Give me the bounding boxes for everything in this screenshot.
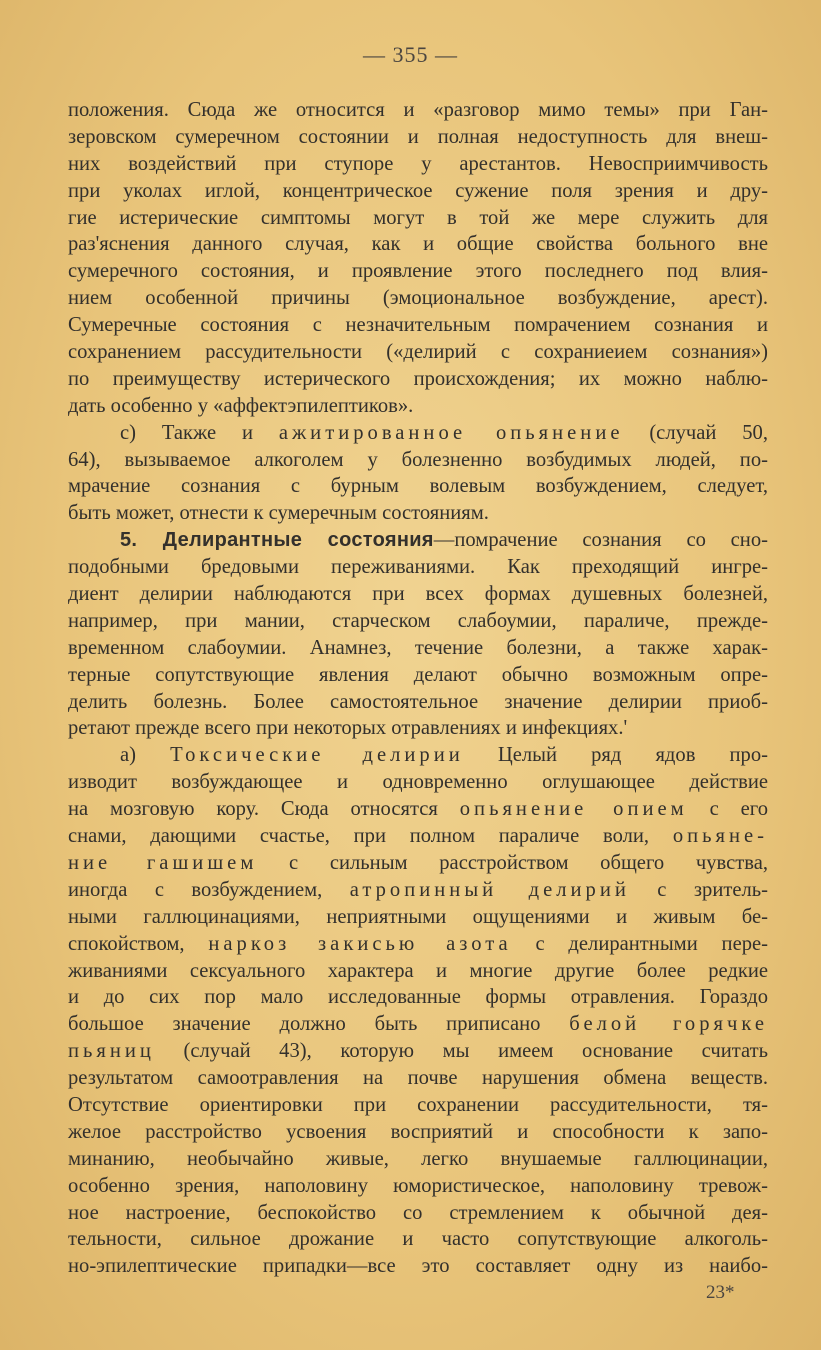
text-line: Отсутствие ориентировки при сохранении рассудительности, тя-: [68, 1093, 768, 1116]
text-line: тельности, сильное дрожание и часто сопутствующие алкоголь-: [68, 1228, 768, 1251]
text-line: диент делирии наблюдаются при всех формах душевных болезней,: [68, 583, 768, 606]
text-line: [68, 877, 768, 904]
text-line: [68, 823, 768, 850]
text-segment: иногда с возбуждением,: [68, 878, 350, 901]
text-segment: Целый ряд ядов про-: [463, 744, 768, 767]
spaced-term: атропинный делирий: [349, 878, 630, 901]
text-line: нием особенной причины (эмоциональное возбуждение, арест).: [68, 287, 768, 310]
spaced-term: белой горячке: [569, 1013, 768, 1036]
text-line: [68, 1038, 768, 1065]
text-segment: с делирантными пере-: [511, 932, 768, 955]
text-line: быть может, отнести к сумеречным состояниям.: [68, 502, 489, 525]
text-segment: спокойством,: [68, 932, 209, 955]
spaced-term: опьянение опием: [459, 798, 688, 821]
text-line: при уколах иглой, концентрическое сужение поля зрения и дру-: [68, 179, 768, 202]
signature-mark: 23*: [706, 1282, 735, 1303]
text-line: и до сих пор мало исследованные формы отравления. Гораздо: [68, 986, 768, 1009]
text-line: гие истерические симптомы могут в той же мере служить для: [68, 206, 768, 229]
text-segment: (случай 50,: [623, 421, 768, 444]
spaced-term: наркоз закисью азота: [208, 932, 512, 955]
spaced-term: пьяниц: [68, 1040, 155, 1063]
spaced-term: ажитированное опьянение: [278, 421, 624, 444]
text-segment: —помрачение сознания со сно-: [433, 529, 768, 552]
text-segment: с зритель-: [629, 878, 769, 901]
text-line: ными галлюцинациями, неприятными ощущениями и живым бе-: [68, 905, 768, 928]
section-heading: 5. Делирантные состояния: [120, 529, 434, 552]
text-line: них воздействий при ступоре у арестантов. Невосприимчивость: [68, 152, 768, 175]
spaced-term: Токсические делирии: [170, 744, 464, 767]
text-segment: с сильным расстройством общего чувства,: [257, 851, 768, 874]
text-line: по преимуществу истерического происхождения; их можно наблю-: [68, 367, 768, 390]
spaced-term: опьяне-: [672, 825, 769, 848]
text-line: Сумеречные состояния с незначительным помрачением сознания и: [68, 314, 768, 337]
text-line: делить болезнь. Более самостоятельное значение делирии приоб-: [68, 690, 768, 713]
text-line: [68, 420, 768, 447]
text-line: подобными бредовыми переживаниями. Как преходящий ингре-: [68, 556, 768, 579]
text-line: но-эпилептические припадки—все это составляет одну из наибо-: [68, 1255, 768, 1278]
text-line: [68, 1011, 768, 1038]
text-line: ретают прежде всего при некоторых отравлениях и инфекциях.': [68, 717, 628, 740]
text-line: изводит возбуждающее и одновременно оглушающее действие: [68, 771, 768, 794]
text-line: например, при мании, старческом слабоумии, параличе, прежде-: [68, 609, 768, 632]
text-segment: а): [120, 744, 171, 767]
text-line: зеровском сумеречном состоянии и полная недоступность для внеш-: [68, 125, 768, 148]
text-line: 64), вызываемое алкоголем у болезненно возбудимых людей, по-: [68, 448, 768, 471]
text-line: раз'яснения данного случая, как и общие свойства больного вне: [68, 233, 768, 256]
text-line: терные сопутствующие явления делают обычно возможным опре-: [68, 663, 768, 686]
text-line: мрачение сознания с бурным волевым возбуждением, следует,: [68, 475, 768, 498]
page-number: — 355 —: [363, 42, 458, 67]
text-line: живаниями сексуального характера и многие другие более редкие: [68, 959, 768, 982]
text-line: [68, 796, 768, 823]
text-line: сохранением рассудительности («делирий с сохраниеием сознания»): [68, 341, 768, 364]
text-line: ное настроение, беспокойство со стремлением к обычной дея-: [68, 1201, 768, 1224]
text-segment: (случай 43), которую мы имеем основание считать: [154, 1040, 768, 1063]
text-line: дать особенно у «аффектэпилептиков».: [68, 394, 414, 417]
text-line: [68, 850, 768, 877]
text-segment: большое значение должно быть приписано: [68, 1013, 570, 1036]
spaced-term: ние гашишем: [68, 851, 258, 874]
text-line: сумеречного состояния, и проявление этого последнего под влия-: [68, 260, 768, 283]
section-heading-line: [68, 527, 768, 554]
text-line: результатом самоотравления на почве нарушения обмена веществ.: [68, 1067, 768, 1090]
text-segment: c) Также и: [120, 421, 279, 444]
body-text: [68, 97, 768, 1280]
text-line: [68, 742, 768, 769]
text-segment: с его: [687, 798, 768, 821]
text-segment: на мозговую кору. Сюда относятся: [68, 798, 438, 821]
text-line: положения. Сюда же относится и «разговор мимо темы» при Ган-: [68, 99, 768, 121]
text-line: особенно зрения, наполовину юмористическое, наполовину тревож-: [68, 1174, 768, 1197]
text-line: [68, 931, 768, 958]
text-line: желое расстройство усвоения восприятий и способности к запо-: [68, 1120, 768, 1143]
text-segment: снами, дающими счастье, при полном параличе воли,: [68, 825, 650, 848]
text-line: временном слабоумии. Анамнез, течение болезни, а также харак-: [68, 636, 768, 659]
text-line: минанию, необычайно живые, легко внушаемые галлюцинации,: [68, 1147, 768, 1170]
